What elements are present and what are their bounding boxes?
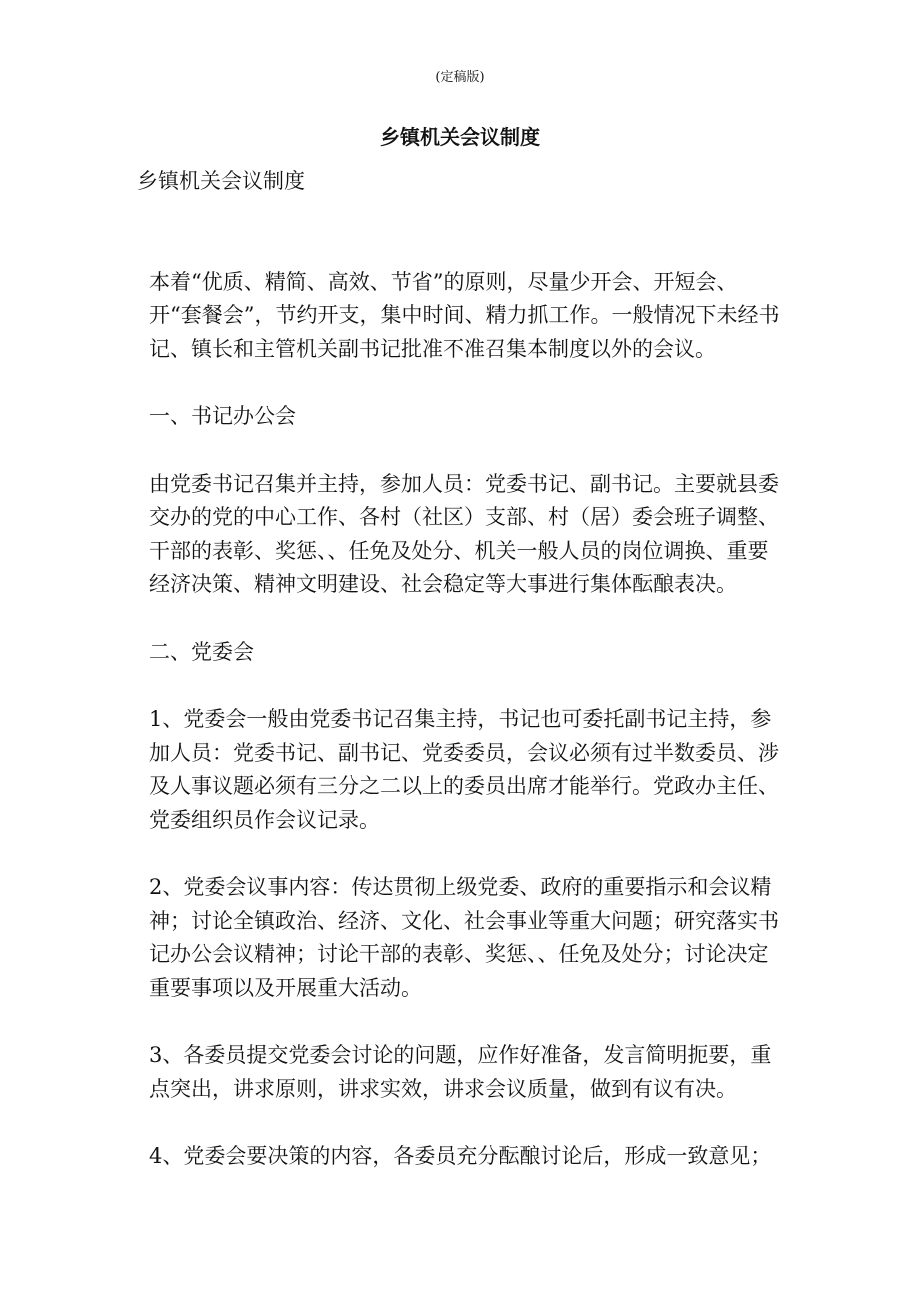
paragraph-party-committee-4: 4、党委会要决策的内容，各委员充分酝酿讨论后，形成一致意见； xyxy=(149,1144,772,1168)
document-subtitle: 乡镇机关会议制度 xyxy=(137,169,305,193)
paragraph-party-committee-3: 3、各委员提交党委会讨论的问题，应作好准备，发言简明扼要，重点突出，讲求原则，讲求实效，讲求会议质量，做到有议有决。 xyxy=(149,1043,772,1101)
paragraph-party-committee-1: 1、党委会一般由党委书记召集主持，书记也可委托副书记主持，参加人员：党委书记、副书记、党委委员，会议必须有过半数委员、涉及人事议题必须有三分之二以上的委员出席才能举行。党政办主任、党委组织员作会议记录。 xyxy=(149,707,779,832)
draft-version-mark: (定稿版) xyxy=(435,70,485,85)
paragraph-intro: 本着“优质、精简、高效、节省”的原则，尽量少开会、开短会、开“套餐会”，节约开支，集中时间、精力抓工作。一般情况下未经书记、镇长和主管机关副书记批准不准召集本制度以外的会议。 xyxy=(149,269,780,361)
document-title: 乡镇机关会议制度 xyxy=(380,125,540,149)
paragraph-secretary-meeting: 由党委书记召集并主持，参加人员：党委书记、副书记。主要就县委交办的党的中心工作、各村（社区）支部、村（居）委会班子调整、干部的表彰、奖惩、、任免及处分、机关一般人员的岗位调换、重要经济决策、精神文明建设、社会稳定等大事进行集体酝酿表决。 xyxy=(149,471,779,596)
document-body xyxy=(137,165,787,1208)
section-heading-party-committee: 二、党委会 xyxy=(149,639,254,664)
paragraph-party-committee-2: 2、党委会议事内容：传达贯彻上级党委、政府的重要指示和会议精神；讨论全镇政治、经济、文化、社会事业等重大问题；研究落实书记办公会议精神；讨论干部的表彰、奖惩、、任免及处分；讨论决定重要事项以及开展重大活动。 xyxy=(149,875,779,1000)
section-heading-secretary-meeting: 一、书记办公会 xyxy=(149,404,296,428)
